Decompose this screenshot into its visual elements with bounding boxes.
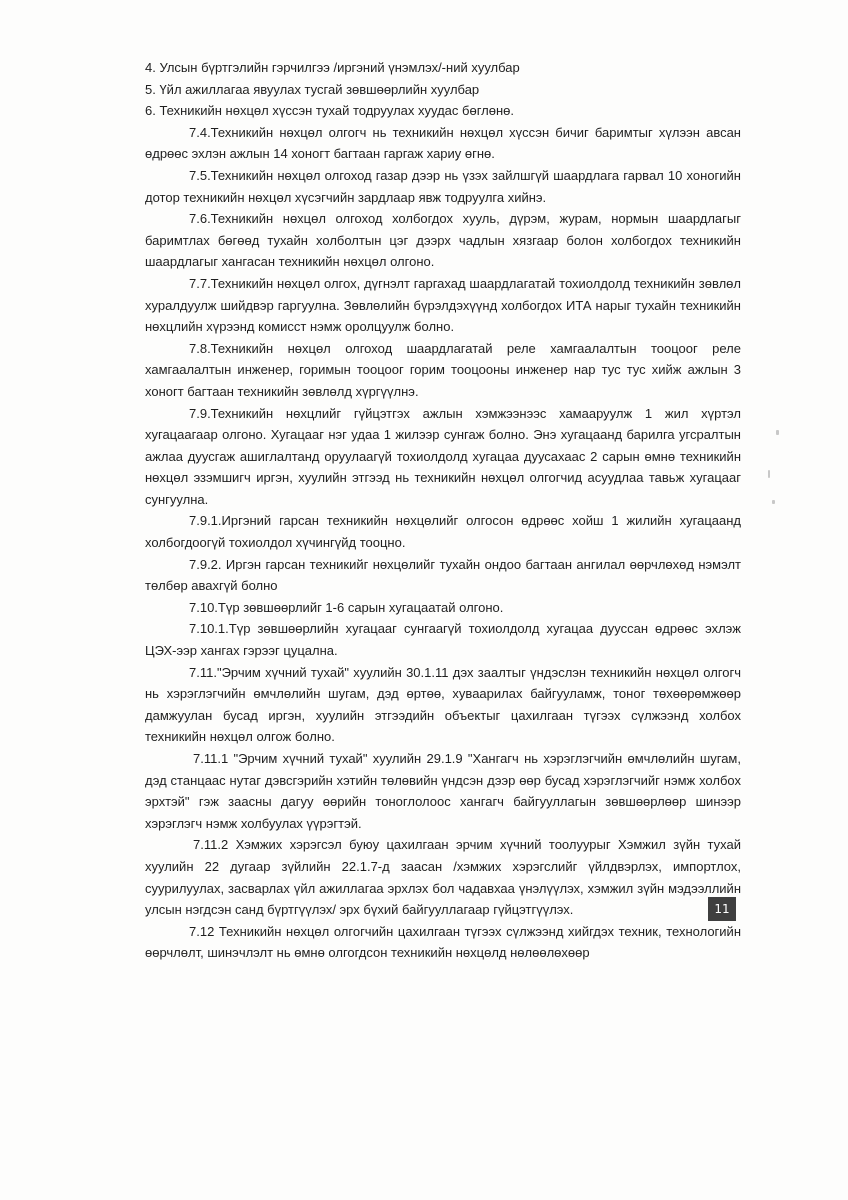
list-item: 4. Улсын бүртгэлийн гэрчилгээ /иргэний үнэмлэх/-ний хуулбар <box>145 60 520 75</box>
paragraph-7-9-1: 7.9.1.Иргэний гарсан техникийн нөхцөлийг олгосон өдрөөс хойш 1 жилийн хугацаанд холбогдоогүй тохиолдол хүчингүйд тооцно. <box>145 513 741 551</box>
paragraph-7-5: 7.5.Техникийн нөхцөл олгоход газар дээр нь үзэх зайлшгүй шаардлага гарвал 10 хоногийн дотор техникийн нөхцөл хүсэгчийн зардлаар явж тодруулга хийнэ. <box>145 167 741 205</box>
page-number-badge: 11 <box>708 897 736 921</box>
paragraph-7-8: 7.8.Техникийн нөхцөл олгоход шаардлагатай реле хамгаалалтын тооцоог реле хамгаалалтын инженер, горимын тооцоог горим тооцооны инженер нар тус тус хийж ажлын 3 хоногт багтаан техникийн зөвлөлд хүргүүлнэ. <box>145 340 741 399</box>
paragraph-7-9-2: 7.9.2. Иргэн гарсан техникийг нөхцөлийг тухайн ондоо багтаан ангилал өөрчлөхөд нэмэлт төлбөр авахгүй болно <box>145 556 741 594</box>
document-body <box>145 57 741 964</box>
paragraph-7-6: 7.6.Техникийн нөхцөл олгоход холбогдох хууль, дүрэм, журам, нормын шаардлагыг баримтлах бөгөөд тухайн холболтын цэг дээрх чадлын хязгаар болон холбогдох техникийн шаардлагыг хангасан техникийн нөхцөл олгоно. <box>145 211 741 270</box>
paragraph-7-4: 7.4.Техникийн нөхцөл олгогч нь техникийн нөхцөл хүссэн бичиг баримтыг хүлээн авсан өдрөөс эхлэн ажлын 14 хоногт багтаан гаргаж хариу өгнө. <box>145 124 741 162</box>
paragraph-7-11: 7.11."Эрчим хүчний тухай" хуулийн 30.1.11 дэх заалтыг үндэслэн техникийн нөхцөл олгогч нь хэрэглэгчийн өмчлөлийн шугам, дэд өртөө, хуваарилах байгууламж, тоног төхөөрөмжөөр дамжуулан бусад иргэн, хуулийн этгээдийн объектыг цахилгаан түгээх сүлжээнд холбох техникийн нөхцөл олгож болно. <box>145 664 741 745</box>
paragraph-7-11-2: 7.11.2 Хэмжих хэрэгсэл буюу цахилгаан эрчим хүчний тоолуурыг Хэмжил зүйн тухай хуулийн 22 дугаар зүйлийн 22.1.7-д заасан /хэмжих хэрэгслийг үйлдвэрлэх, импортлох, суурилуулах, засварлах үйл ажиллагаа эрхлэх бол чадавхаа үнэлүүлэх, хэмжил зүйн мэдээллийн улсын нэгдсэн санд бүртгүүлэх/ эрх бүхий байгууллагаар гүйцэтгүүлэх. <box>145 837 741 918</box>
paragraph-7-11-1: 7.11.1 "Эрчим хүчний тухай" хуулийн 29.1.9 "Хангагч нь хэрэглэгчийн өмчлөлийн шугам, дэд станцаас нутаг дэвсгэрийн хэтийн төлөвийн үндсэн дээр өөр бусад хэрэглэгчийг нэмж холбох эрхтэй" гэж заасны дагуу өөрийн тоноглолоос хангагч байгууллагын зөвшөөрлөөр шинээр хэрэглэгч нэмж холбуулах үүрэгтэй. <box>145 751 741 831</box>
scan-speck <box>776 430 779 435</box>
paragraph-7-9: 7.9.Техникийн нөхцлийг гүйцэтгэх ажлын хэмжээнээс хамааруулж 1 жил хүртэл хугацаагаар олгоно. Хугацааг нэг удаа 1 жилээр сунгаж болно. Энэ хугацаанд барилга угсралтын ажлаа дуусгаж ашиглалтанд оруулаагүй тохиолдолд хугацаа дуусахаас 2 сарын өмнө техникийн нөхцөл эзэмшигч иргэн, хуулийн этгээд нь техникийн нөхцөл олгогчид асуудлаа тавьж хугацааг сунгуулна. <box>145 405 741 507</box>
paragraph-7-10-1: 7.10.1.Түр зөвшөөрлийн хугацааг сунгаагүй тохиолдолд хугацаа дууссан өдрөөс эхлэж ЦЭХ-ээр хангах гэрээг цуцална. <box>145 621 741 659</box>
list-item: 6. Техникийн нөхцөл хүссэн тухай тодруулах хуудас бөглөнө. <box>145 103 514 119</box>
list-item: 5. Үйл ажиллагаа явуулах тусгай зөвшөөрлийн хуулбар <box>145 81 480 97</box>
paragraph-7-10: 7.10.Түр зөвшөөрлийг 1-6 сарын хугацаатай олгоно. <box>189 599 504 615</box>
paragraph-7-12: 7.12 Техникийн нөхцөл олгогчийн цахилгаан түгээх сүлжээнд хийгдэх техник, технологийн өөрчлөлт, шинэчлэлт нь өмнө олгогдсон техникийн нөхцөлд нөлөөлөхөөр <box>145 923 741 961</box>
scan-speck <box>772 500 775 504</box>
paragraph-7-7: 7.7.Техникийн нөхцөл олгох, дүгнэлт гаргахад шаардлагатай тохиолдолд техникийн зөвлөл хуралдуулж шийдвэр гаргуулна. Зөвлөлийн бүрэлдэхүүнд холбогдох ИТА нарыг тухайн техникийн нөхцлийн хүрээнд комисст нэмж оролцуулж болно. <box>145 275 741 335</box>
scan-speck <box>768 470 770 478</box>
